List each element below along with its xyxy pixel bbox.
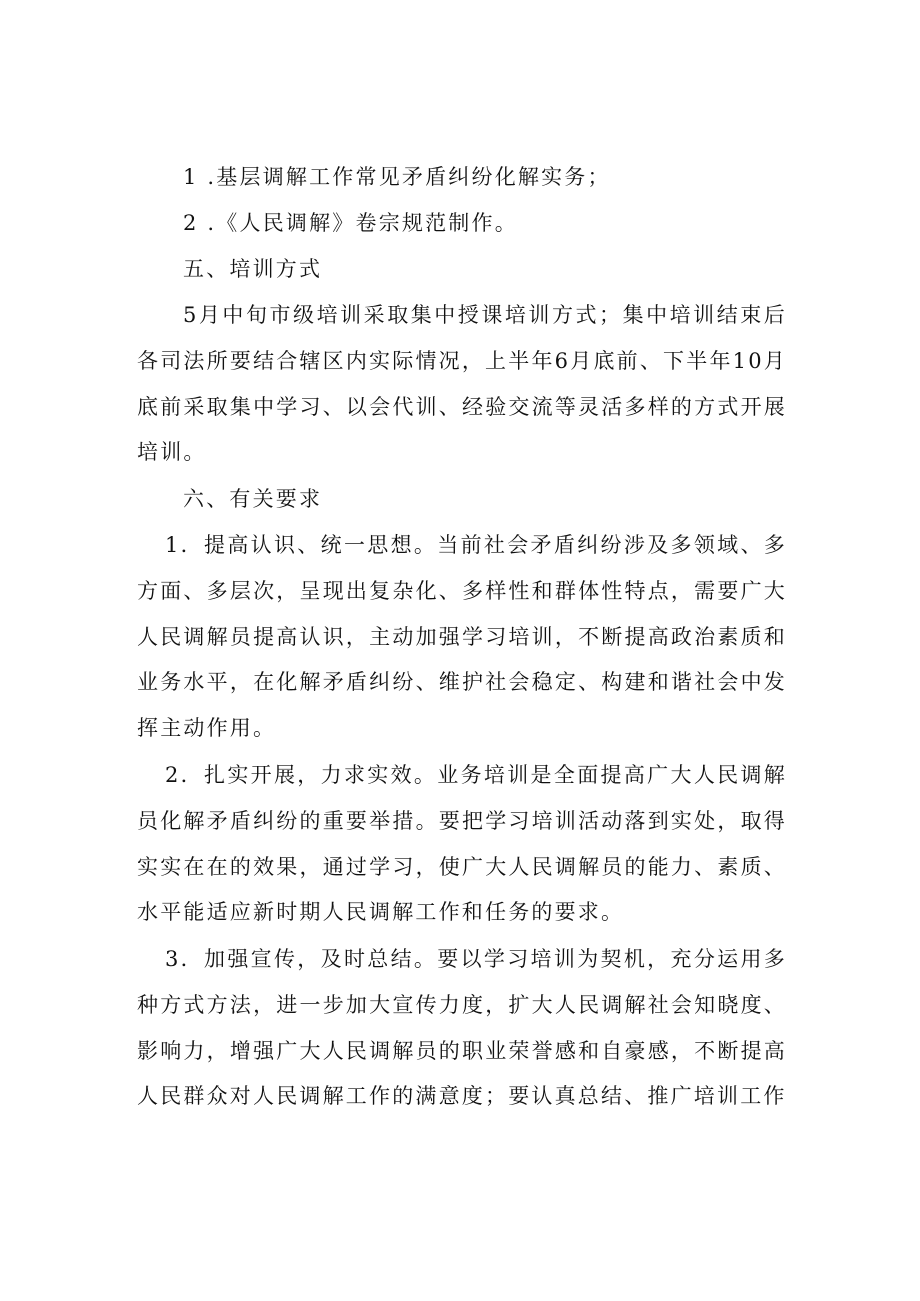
section-5-body [137, 293, 787, 476]
section-6-paragraph-2 [137, 753, 787, 936]
list-item-2 [137, 201, 833, 247]
section-6-paragraph-2-text: 2．扎实开展，力求实效。业务培训是全面提高广大人民调解员化解矛盾纠纷的重要举措。要把学习培训活动落到实处，取得实实在在的效果，通过学习，使广大人民调解员的能力、素质、水平能适应新时期人民调解工作和任务的要求。 [137, 763, 787, 925]
section-6-heading-text: 六、有关要求 [183, 487, 323, 511]
section-5-heading [137, 247, 833, 293]
section-6-paragraph-1-text: 1．提高认识、统一思想。当前社会矛盾纠纷涉及多领域、多方面、多层次，呈现出复杂化、多样性和群体性特点，需要广大人民调解员提高认识，主动加强学习培训，不断提高政治素质和业务水平，在化解矛盾纠纷、维护社会稳定、构建和谐社会中发挥主动作用。 [137, 533, 787, 741]
list-item-1 [137, 155, 833, 201]
list-item-1-text: 1 .基层调解工作常见矛盾纠纷化解实务； [183, 165, 611, 189]
section-6-heading [137, 477, 833, 523]
list-item-2-text: 2 .《人民调解》卷宗规范制作。 [183, 211, 518, 235]
section-6-paragraph-3-text: 3．加强宣传，及时总结。要以学习培训为契机，充分运用多种方式方法，进一步加大宣传力度，扩大人民调解社会知晓度、影响力，增强广大人民调解员的职业荣誉感和自豪感，不断提高人民群众对人民调解工作的满意度；要认真总结、推广培训工作 [137, 947, 787, 1109]
section-5-heading-text: 五、培训方式 [183, 257, 323, 281]
section-5-body-text: 5月中旬市级培训采取集中授课培训方式；集中培训结束后各司法所要结合辖区内实际情况，上半年6月底前、下半年10月底前采取集中学习、以会代训、经验交流等灵活多样的方式开展培训。 [137, 303, 787, 465]
section-6-paragraph-3 [137, 937, 787, 1120]
section-6-paragraph-1 [137, 523, 787, 752]
